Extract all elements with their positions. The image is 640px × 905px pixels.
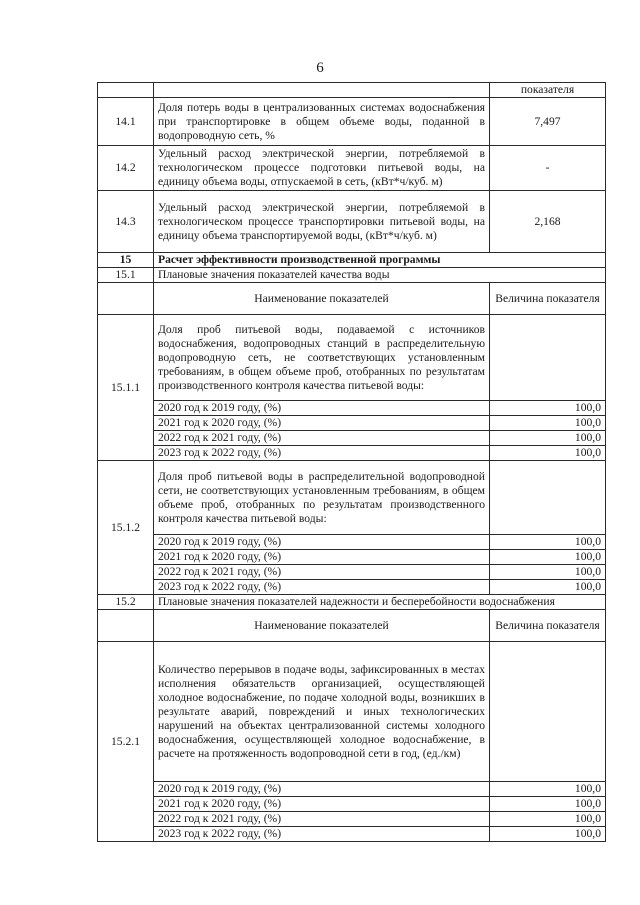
year-label: 2022 год к 2021 году, (%) xyxy=(154,565,490,580)
table-row xyxy=(98,98,606,146)
year-value: 100,0 xyxy=(490,550,606,565)
year-label: 2023 год к 2022 году, (%) xyxy=(154,446,490,461)
table-row xyxy=(98,461,606,535)
subsection-number: 15.1 xyxy=(98,268,154,283)
indicator-text: Количество перерывов в подаче воды, зафиксированных в местах исполнения обязательств организацией, осуществляющей холодное водоснабжение, по подаче холодной воды, возникших в результате аварий, повреждений и иных технологических нарушений на объектах централизованной системы холодного водоснабжения, осуществляющей холодное водоснабжение, в расчете на протяженность водопроводной сети в год, (ед./км) xyxy=(154,642,490,782)
year-value: 100,0 xyxy=(490,446,606,461)
year-value: 100,0 xyxy=(490,565,606,580)
year-label: 2023 год к 2022 году, (%) xyxy=(154,827,490,842)
indicator-text: Доля потерь воды в централизованных системах водоснабжения при транспортировке в общем объеме воды, поданной в водопроводную сеть, % xyxy=(154,98,490,146)
year-row xyxy=(98,580,606,595)
subsection-title: Плановые значения показателей качества воды xyxy=(154,268,606,283)
indicator-text: Доля проб питьевой воды в распределительной водопроводной сети, не соответствующих установленным требованиям, в общем объеме проб, отобранных по результатам производственного контроля качества питьевой воды: xyxy=(154,461,490,535)
year-label: 2023 год к 2022 году, (%) xyxy=(154,580,490,595)
year-value: 100,0 xyxy=(490,580,606,595)
year-label: 2020 год к 2019 году, (%) xyxy=(154,401,490,416)
row-number: 14.3 xyxy=(98,191,154,253)
column-header-value: Величина показателя xyxy=(490,283,606,315)
year-label: 2020 год к 2019 году, (%) xyxy=(154,535,490,550)
column-header-name: Наименование показателей xyxy=(154,283,490,315)
year-value: 100,0 xyxy=(490,416,606,431)
indicator-text: Доля проб питьевой воды, подаваемой с источников водоснабжения, водопроводных станций в распределительную водопроводную сеть, не соответствующих установленным требованиям, в общем объеме проб, отобранных по результатам производственного контроля качества питьевой воды: xyxy=(154,315,490,401)
table-row xyxy=(98,146,606,191)
year-row xyxy=(98,431,606,446)
year-row xyxy=(98,416,606,431)
year-row xyxy=(98,550,606,565)
year-row xyxy=(98,401,606,416)
year-value: 100,0 xyxy=(490,782,606,797)
indicator-text: Удельный расход электрической энергии, потребляемой в технологическом процессе транспортировки питьевой воды, на единицу объема транспортируемой воды, (кВт*ч/куб. м) xyxy=(154,191,490,253)
column-header-row xyxy=(98,610,606,642)
row-number: 15.1.1 xyxy=(98,315,154,461)
empty-cell xyxy=(98,283,154,315)
table-row xyxy=(98,642,606,782)
row-number: 14.2 xyxy=(98,146,154,191)
year-value: 100,0 xyxy=(490,827,606,842)
year-label: 2021 год к 2020 году, (%) xyxy=(154,416,490,431)
empty-cell xyxy=(98,610,154,642)
subsection-number: 15.2 xyxy=(98,595,154,610)
year-row xyxy=(98,535,606,550)
empty-cell xyxy=(490,315,606,401)
section-row xyxy=(98,253,606,268)
column-header-row xyxy=(98,283,606,315)
year-row xyxy=(98,446,606,461)
column-header-value: Величина показателя xyxy=(490,610,606,642)
indicator-value: 2,168 xyxy=(490,191,606,253)
subsection-row xyxy=(98,268,606,283)
year-label: 2022 год к 2021 году, (%) xyxy=(154,431,490,446)
page-number: 6 xyxy=(316,60,324,76)
row-number: 15.2.1 xyxy=(98,642,154,842)
subsection-row xyxy=(98,595,606,610)
subsection-title: Плановые значения показателей надежности и бесперебойности водоснабжения xyxy=(154,595,606,610)
empty-cell xyxy=(490,461,606,535)
year-row xyxy=(98,827,606,842)
empty-cell xyxy=(490,642,606,782)
year-label: 2020 год к 2019 году, (%) xyxy=(154,782,490,797)
table-row xyxy=(98,191,606,253)
section-number: 15 xyxy=(98,253,154,268)
column-header-name: Наименование показателей xyxy=(154,610,490,642)
year-value: 100,0 xyxy=(490,797,606,812)
section-title: Расчет эффективности производственной программы xyxy=(154,253,606,268)
year-label: 2022 год к 2021 году, (%) xyxy=(154,812,490,827)
empty-cell xyxy=(98,83,154,98)
year-row xyxy=(98,782,606,797)
year-label: 2021 год к 2020 году, (%) xyxy=(154,797,490,812)
table-row xyxy=(98,83,606,98)
empty-cell xyxy=(154,83,490,98)
year-value: 100,0 xyxy=(490,431,606,446)
table-row xyxy=(98,315,606,401)
header-continuation: показателя xyxy=(490,83,606,98)
indicators-table xyxy=(97,82,606,842)
indicator-value: 7,497 xyxy=(490,98,606,146)
year-row xyxy=(98,565,606,580)
year-value: 100,0 xyxy=(490,812,606,827)
year-row xyxy=(98,812,606,827)
year-label: 2021 год к 2020 году, (%) xyxy=(154,550,490,565)
indicator-value: - xyxy=(490,146,606,191)
row-number: 15.1.2 xyxy=(98,461,154,595)
year-value: 100,0 xyxy=(490,401,606,416)
indicator-text: Удельный расход электрической энергии, потребляемой в технологическом процессе подготовки питьевой воды, на единицу объема воды, отпускаемой в сеть, (кВт*ч/куб. м) xyxy=(154,146,490,191)
row-number: 14.1 xyxy=(98,98,154,146)
year-row xyxy=(98,797,606,812)
year-value: 100,0 xyxy=(490,535,606,550)
